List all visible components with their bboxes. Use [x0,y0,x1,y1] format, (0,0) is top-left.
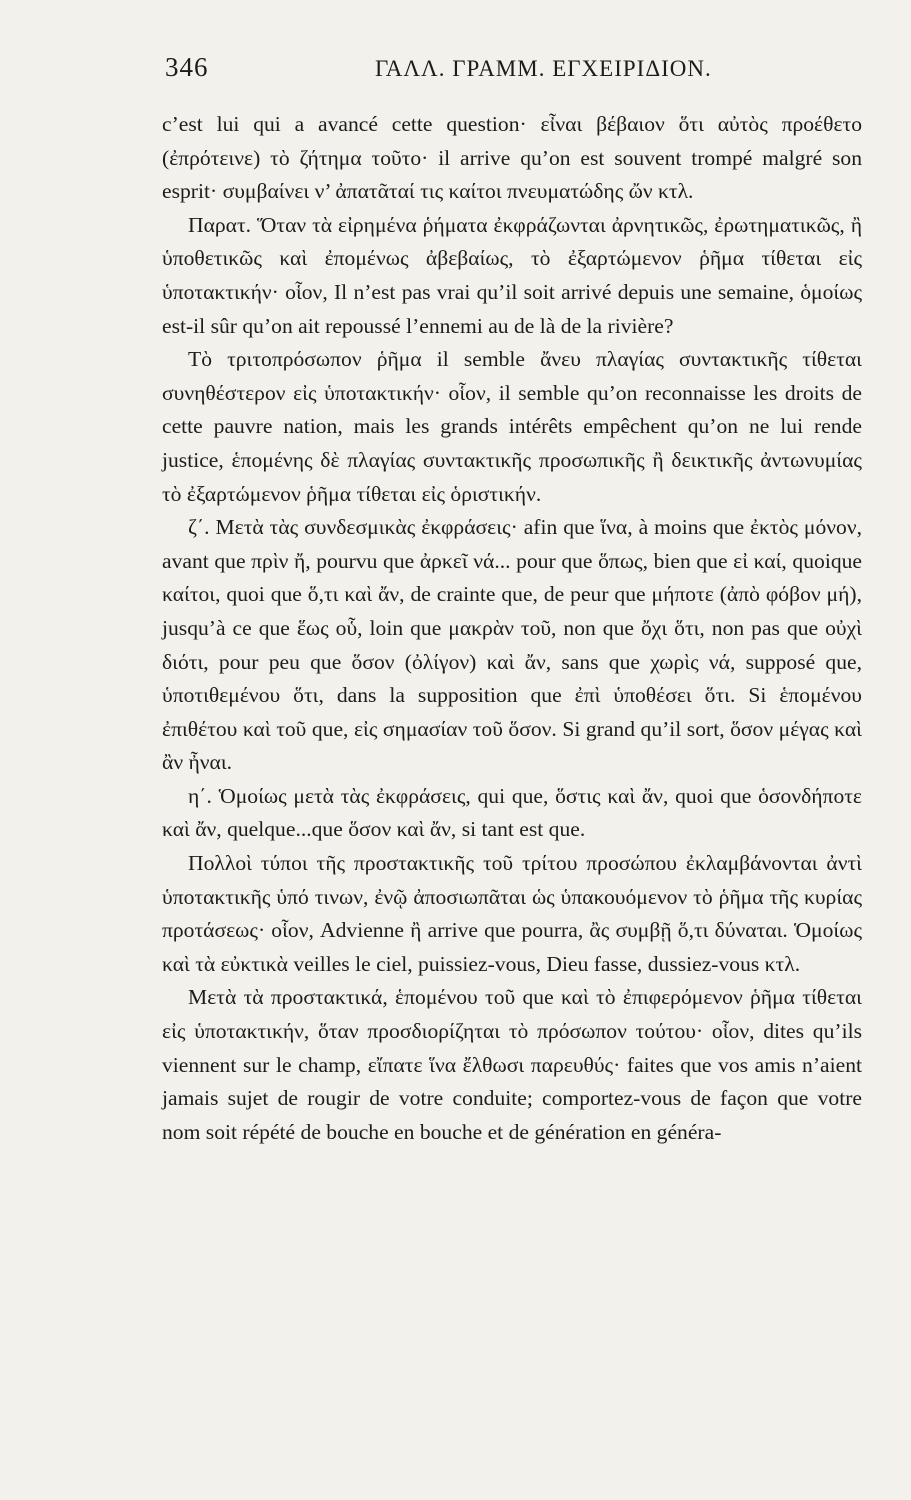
paragraph-section-eta: η΄. Ὁμοίως μετὰ τὰς ἐκφράσεις, qui que, ὅστις καὶ ἄν, quoi que ὁσονδήποτε καὶ ἄν, quelque...que ὅσον καὶ ἄν, si tant est que. [162,783,862,842]
paragraph-continuation: c’est lui qui a avancé cette question· εἶναι βέβαιον ὅτι αὐτὸς προέθετο (ἐπρότεινε) τὸ ζήτημα τοῦτο· il arrive qu’on est souvent trompé malgré son esprit· συμβαίνει ν’ ἀπατᾶταί τις καίτοι πνευματώδης ὤν κτλ. [162,112,862,204]
paragraph-section-zeta: ζ΄. Μετὰ τὰς συνδεσμικὰς ἐκφράσεις· afin que ἵνα, à moins que ἐκτὸς μόνον, avant que πρὶν ἤ, pourvu que ἀρκεῖ νά... pour que ὅπως, bien que εἰ καί, quoique καίτοι, quoi que ὅ,τι καὶ ἄν, de crainte que, de peur que μήποτε (ἀπὸ φόβον μή), jusqu’à ce que ἕως οὗ, loin que μακρὰν τοῦ, non que ὄχι ὅτι, non pas que οὐχὶ διότι, pour peu que ὅσον (ὀλίγον) καὶ ἄν, sans que χωρὶς νά, supposé que, ὑποτιθεμένου ὅτι, dans la supposition que ἐπὶ ὑποθέσει ὅτι. Si ἑπομένου ἐπιθέτου καὶ τοῦ que, εἰς σημασίαν τοῦ ὅσον. Si grand qu’il sort, ὅσον μέγας καὶ ἂν ἦναι. [162,515,862,775]
page-body [162,108,862,1149]
paragraph-remark: Παρατ. Ὅταν τὰ εἰρημένα ῥήματα ἐκφράζωνται ἀρνητικῶς, ἐρωτηματικῶς, ἢ ὑποθετικῶς καὶ ἐπομένως ἀβεβαίως, τὸ ἐξαρτώμενον ῥῆμα τίθεται εἰς ὑποτακτικήν· οἷον, Il n’est pas vrai qu’il soit arrivé depuis une semaine, ὁμοίως est-il sûr qu’on ait repoussé l’ennemi au de là de la rivière? [162,212,862,338]
page-number: 346 [165,52,209,82]
paragraph-il-semble: Τὸ τριτοπρόσωπον ῥῆμα il semble ἄνευ πλαγίας συντακτικῆς τίθεται συνηθέστερον εἰς ὑποτακτικήν· οἷον, il semble qu’on reconnaisse les droits de cette pauvre nation, mais les grands intérêts empêchent qu’on ne lui rende justice, ἑπομένης δὲ πλαγίας συντακτικῆς προσωπικῆς ἢ δεικτικῆς ἀντωνυμίας τὸ ἐξαρτώμενον ῥῆμα τίθεται εἰς ὁριστικήν. [162,347,862,506]
paragraph-imperative-forms: Πολλοὶ τύποι τῆς προστακτικῆς τοῦ τρίτου προσώπου ἐκλαμβάνονται ἀντὶ ὑποτακτικῆς ὑπό τινων, ἐνῷ ἀποσιωπᾶται ὡς ὑπακουόμενον τὸ ῥῆμα τῆς κυρίας προτάσεως· οἷον, Advienne ἢ arrive que pourra, ἂς συμβῇ ὅ,τι δύναται. Ὁμοίως καὶ τὰ εὐκτικὰ veilles le ciel, puissiez-vous, Dieu fasse, dussiez-vous κτλ. [162,851,862,976]
page-header [165,50,871,94]
paragraph-after-imperatives: Μετὰ τὰ προστακτικά, ἑπομένου τοῦ que καὶ τὸ ἐπιφερόμενον ῥῆμα τίθεται εἰς ὑποτακτικήν, ὅταν προσδιορίζηται τὸ πρόσωπον τούτου· οἷον, dites qu’ils viennent sur le champ, εἴπατε ἵνα ἔλθωσι παρευθύς· faites que vos amis n’aient jamais sujet de rougir de votre conduite; comportez-vous de façon que votre nom soit répété de bouche en bouche et de génération en généra- [162,985,862,1144]
running-title: ΓΑΛΛ. ΓΡΑΜΜ. ΕΓΧΕΙΡΙΔΙΟΝ. [375,56,712,81]
